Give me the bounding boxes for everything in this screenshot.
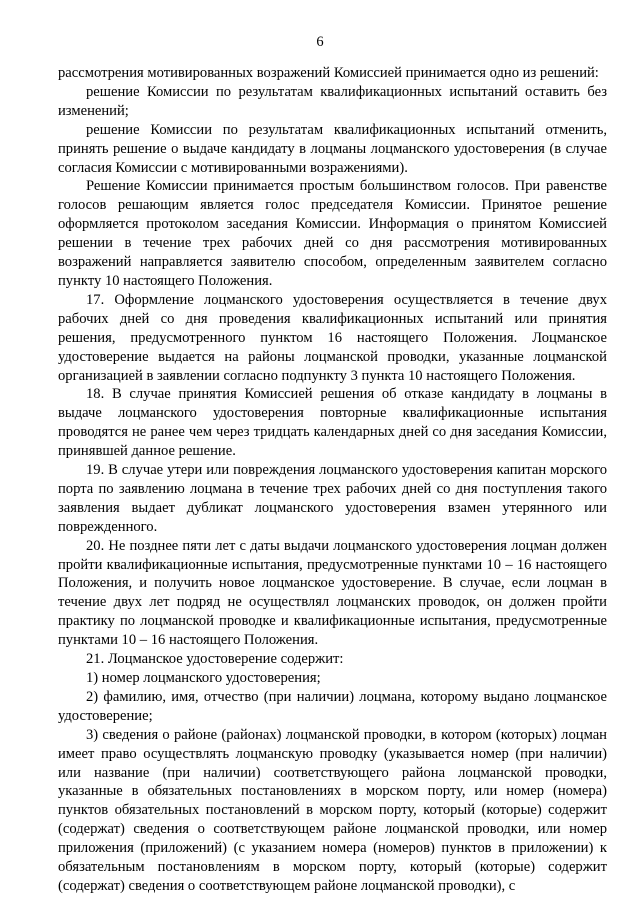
paragraph-5: 17. Оформление лоцманского удостоверения осуществляется в течение двух рабочих дней со дня проведения квалификационных испытаний или принятия решения, предусмотренного пунктом 16 настоящего Положения. Лоцманское удостоверение выдается на районы лоцманской проводки, указанные лоцманской организацией в заявлении согласно подпункту 3 пункта 10 настоящего Положения. xyxy=(58,291,607,384)
document-body xyxy=(58,64,607,896)
page-number: 6 xyxy=(316,34,324,50)
paragraph-1: рассмотрения мотивированных возражений Комиссией принимается одно из решений: xyxy=(58,65,599,81)
paragraph-3: решение Комиссии по результатам квалификационных испытаний отменить, принять решение о выдаче кандидату в лоцманы лоцманского удостоверения (в случае согласия Комиссии с мотивированными возражениями). xyxy=(58,121,607,176)
paragraph-9: 21. Лоцманское удостоверение содержит: xyxy=(86,651,344,668)
paragraph-8: 20. Не позднее пяти лет с даты выдачи лоцманского удостоверения лоцман должен пройти квалификационные испытания, предусмотренные пунктами 10 – 16 настоящего Положения, и получить новое лоцманское удостоверение. В случае, если лоцман в течение двух лет подряд не осуществлял лоцманских проводок, он должен пройти практику по лоцманской проводке и квалификационные испытания, предусмотренные пунктами 10 – 16 настоящего Положения. xyxy=(58,537,607,649)
paragraph-11: 2) фамилию, имя, отчество (при наличии) лоцмана, которому выдано лоцманское удостоверение; xyxy=(58,688,607,724)
paragraph-4: Решение Комиссии принимается простым большинством голосов. При равенстве голосов решающим является голос председателя Комиссии. Принятое решение оформляется протоколом заседания Комиссии. Информация о принятом Комиссией решении в течение трех рабочих дней со дня рассмотрения мотивированных возражений направляется заявителю способом, определенным заявителем согласно пункту 10 настоящего Положения. xyxy=(58,178,607,289)
paragraph-10: 1) номер лоцманского удостоверения; xyxy=(86,670,321,686)
paragraph-2: решение Комиссии по результатам квалификационных испытаний оставить без изменений; xyxy=(58,83,607,119)
paragraph-12: 3) сведения о районе (районах) лоцманской проводки, в котором (которых) лоцман имеет право осуществлять лоцманскую проводку (указывается номер (при наличии) или название (при наличии) соответствующего района лоцманской проводки, указанные в обязательных постановлениях в морском порту, или номер (номера) пунктов обязательных постановлений в морском порту, который (которые) содержит (содержат) сведения о соответствующем районе лоцманской проводки, или номер приложения (приложений) (с указанием номера (номеров) пунктов в приложении) к обязательным постановлениям в морском порту, который (которые) содержит (содержат) сведения о соответствующем районе лоцманской проводки), с xyxy=(58,726,607,894)
paragraph-6: 18. В случае принятия Комиссией решения об отказе кандидату в лоцманы в выдаче лоцманского удостоверения повторные квалификационные испытания проводятся не ранее чем через тридцать календарных дней со дня заседания Комиссии, принявшей данное решение. xyxy=(58,386,607,460)
paragraph-7: 19. В случае утери или повреждения лоцманского удостоверения капитан морского порта по заявлению лоцмана в течение трех рабочих дней со дня поступления такого заявления выдает дубликат лоцманского удостоверения взамен утерянного или поврежденного. xyxy=(58,462,607,535)
